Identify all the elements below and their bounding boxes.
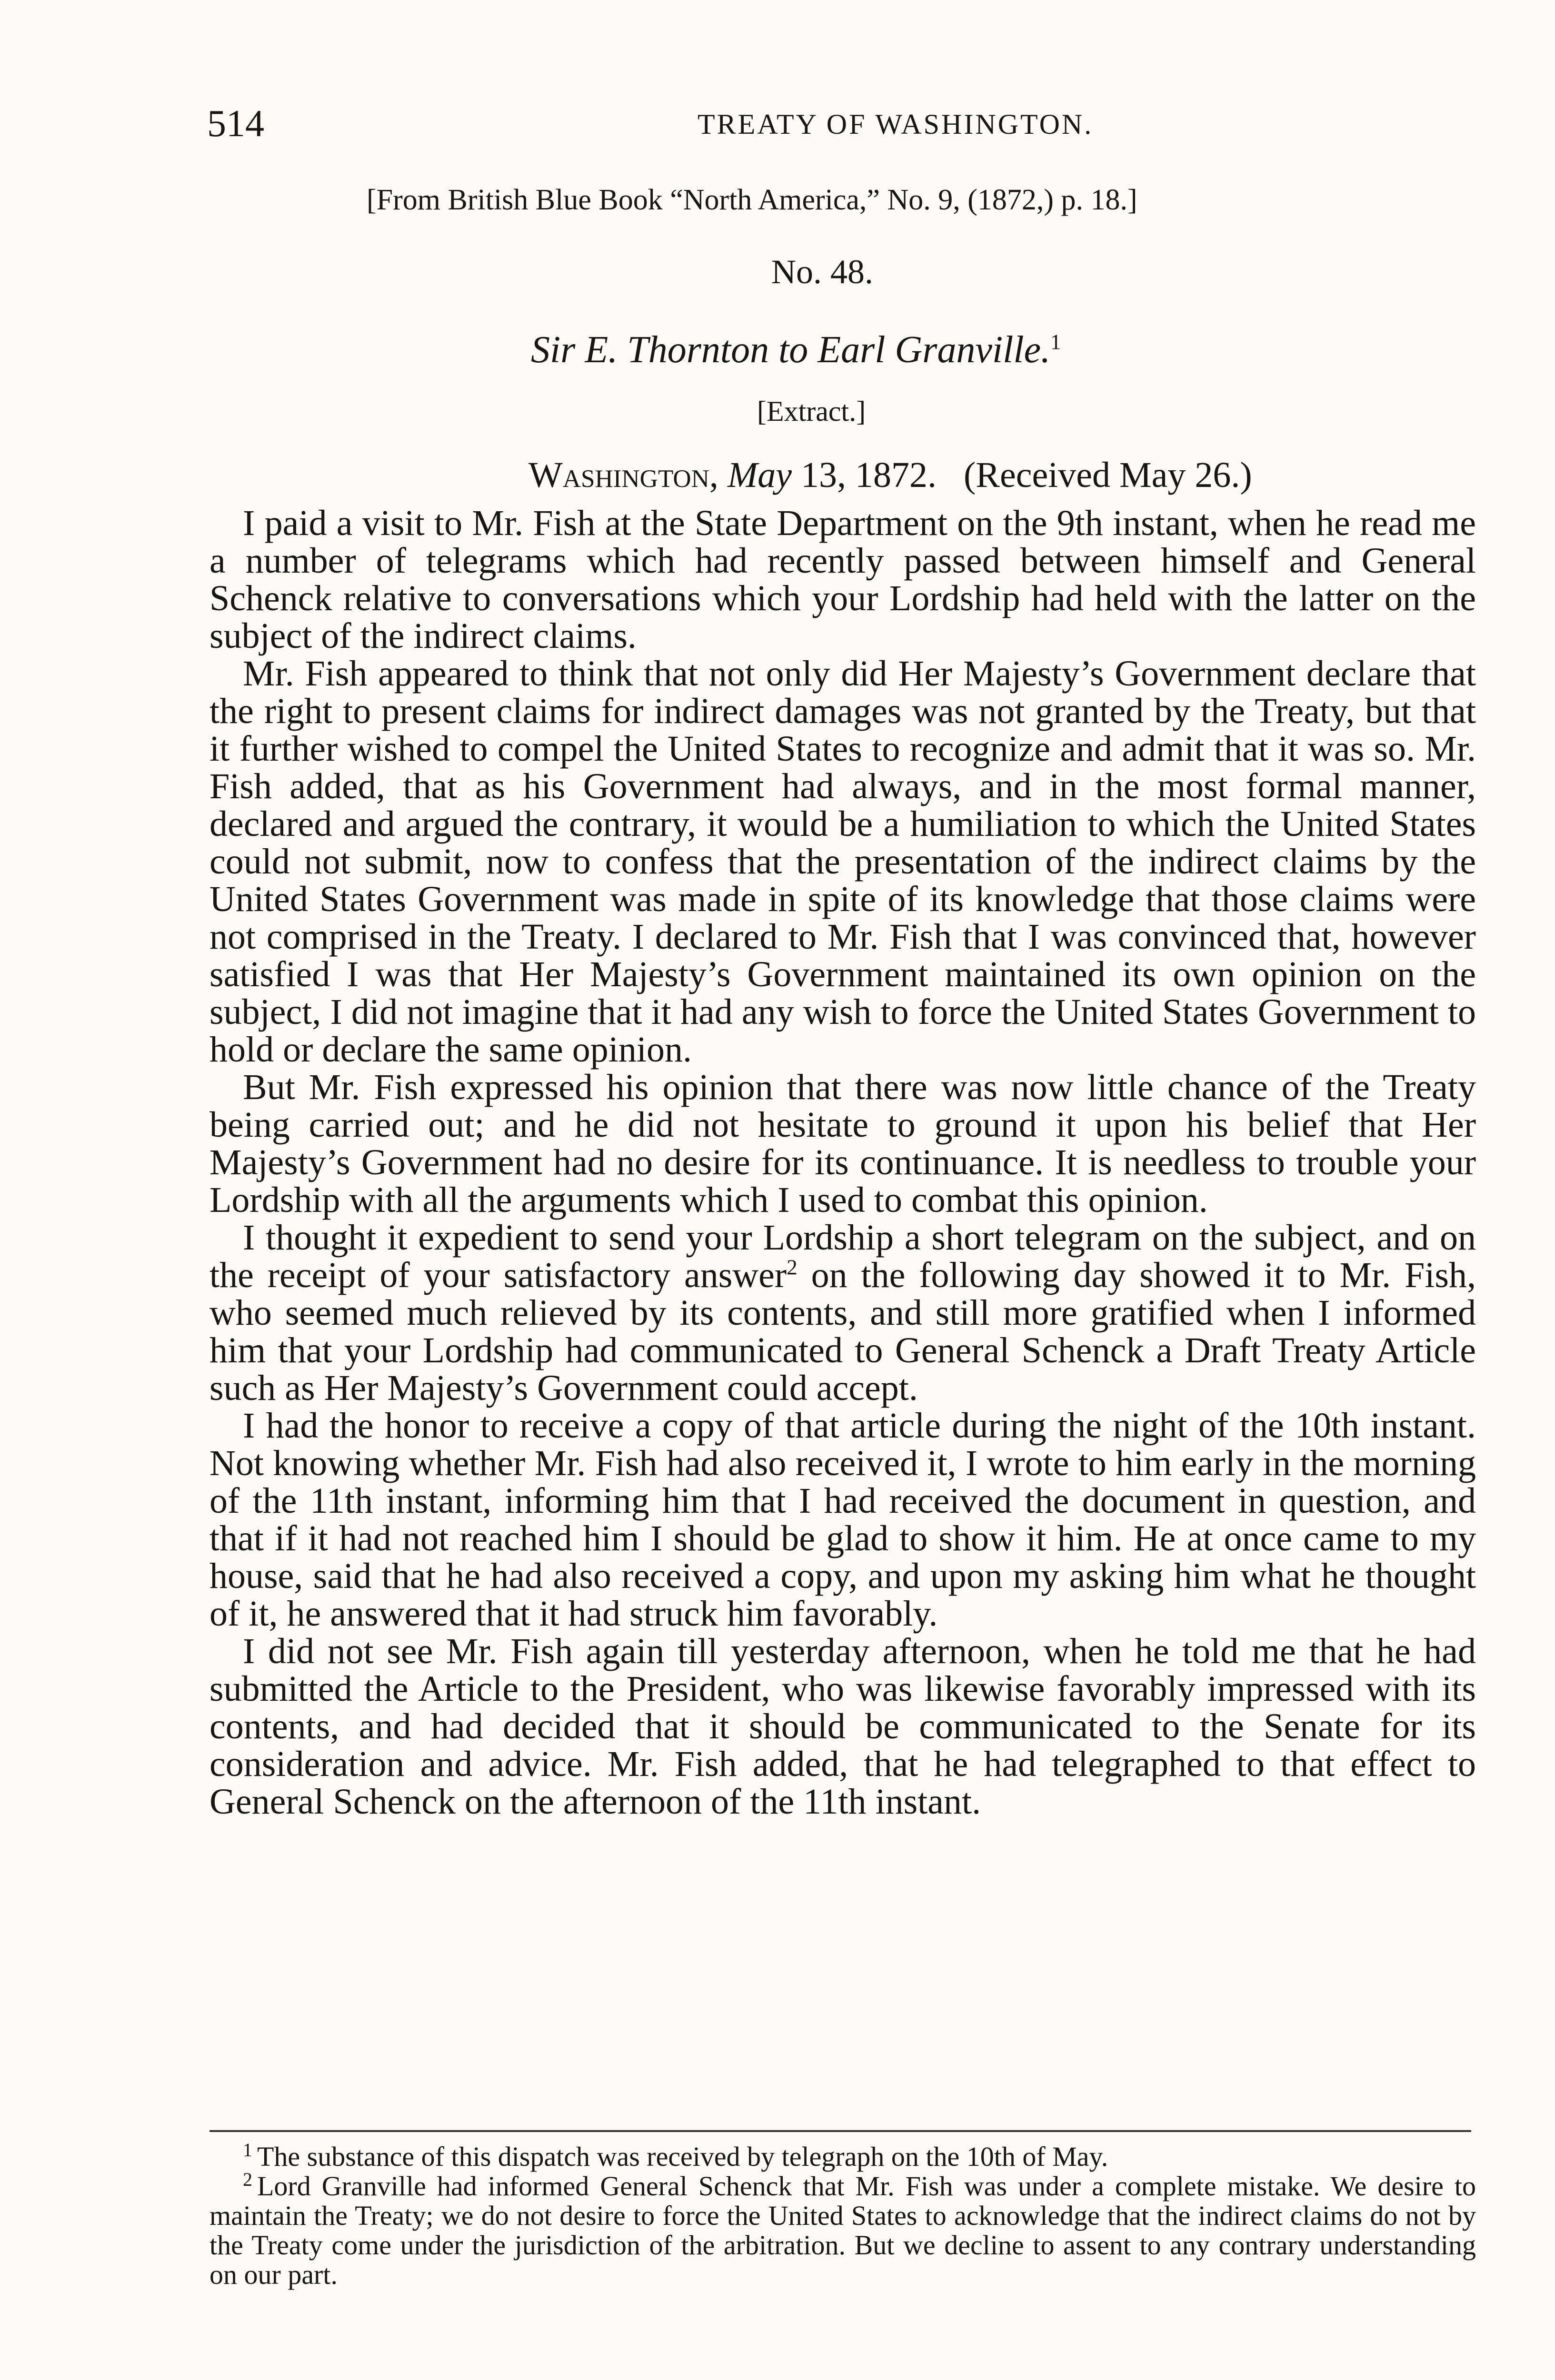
dateline-month: May (727, 455, 792, 495)
dateline-date: 13, 1872. (791, 455, 937, 495)
letter-body (209, 505, 1476, 1821)
paragraph-text: I thought it expedient to send your Lordship a short telegram on the subject, and on the receipt of your satisfactory answer (209, 1218, 1476, 1295)
running-title: TREATY OF WASHINGTON. (698, 109, 1094, 140)
footnote-ref: 2 (787, 1255, 797, 1279)
footnote-divider (209, 2130, 1471, 2132)
paragraph: I did not see Mr. Fish again till yesterday afternoon, when he told me that he had submitted the Article to the President, who was likewise favorably impressed with its contents, and had decided that it should be communicated to the Senate for its consideration and advice. Mr. Fish added, that he had telegraphed to that effect to General Schenck on the afternoon of the 11th instant. (209, 1631, 1476, 1822)
running-head (207, 102, 1474, 155)
footnotes (209, 2139, 1476, 2290)
footnote-text: The substance of this dispatch was received by telegraph on the 10th of May. (257, 2141, 1108, 2172)
extract-label: [Extract.] (757, 396, 866, 427)
dateline (528, 455, 1252, 496)
paragraph: I paid a visit to Mr. Fish at the State Department on the 9th instant, when he read me a number of telegrams which had recently passed between himself and General Schenck relative to conversations which your Lordship had held with the latter on the subject of the indirect claims. (209, 503, 1476, 656)
dateline-received: (Received May 26.) (963, 455, 1252, 495)
footnote (209, 2168, 1476, 2290)
heading-text: Sir E. Thornton to Earl Granville. (531, 329, 1051, 371)
page-number: 514 (207, 103, 264, 145)
paragraph: I had the honor to receive a copy of that article during the night of the 10th instant. Not knowing whether Mr. Fish had also received it, I wrote to him early in the morning of the 11th instant, informing him that I had received the document in question, and that if it had not reached him I should be glad to show it him. He at once came to my house, said that he had also received a copy, and upon my asking him what he thought of it, he answered that it had struck him favorably. (209, 1406, 1476, 1634)
paragraph: But Mr. Fish expressed his opinion that there was now little chance of the Treaty being carried out; and he did not hesitate to ground it upon his belief that Her Majesty’s Government had no desire for its continuance. It is needless to trouble your Lordship with all the arguments which I used to combat this opinion. (209, 1067, 1476, 1220)
document-heading (531, 328, 1061, 372)
footnote-marker: 2 (243, 2168, 252, 2190)
paragraph: Mr. Fish appeared to think that not only did Her Majesty’s Government declare that the right to present claims for indirect damages was not granted by the Treaty, but that it further wished to compel the United States to recognize and admit that it was so. Mr. Fish added, that as his Government had always, and in the most formal manner, declared and argued the contrary, it would be a humiliation to which the United States could not submit, now to confess that the presentation of the indirect claims by the United States Government was made in spite of its knowledge that those claims were not comprised in the Treaty. I declared to Mr. Fish that I was convinced that, however satisfied I was that Her Majesty’s Government maintained its own opinion on the subject, I did not imagine that it had any wish to force the United States Government to hold or declare the same opinion. (209, 654, 1476, 1070)
footnote-marker: 1 (243, 2139, 252, 2161)
document-number: No. 48. (771, 253, 873, 291)
footnote (209, 2139, 1476, 2172)
paragraph (209, 1219, 1476, 1407)
paragraph-text: on the following day showed it to Mr. Fish, who seemed much relieved by its contents, and still more gratified when I informed him that your Lordship had communicated to General Schenck a Draft Treaty Article such as Her Majesty’s Government could accept. (209, 1255, 1476, 1408)
heading-footnote-ref: 1 (1050, 330, 1061, 354)
source-note: [From British Blue Book “North America,” No. 9, (1872,) p. 18.] (367, 184, 1137, 216)
footnote-text: Lord Granville had informed General Schenck that Mr. Fish was under a complete mistake. We desire to maintain the Treaty; we do not desire to force the United States to acknowledge that the indirect claims do not by the Treaty come under the jurisdiction of the arbitration. But we decline to assent to any contrary understanding on our part. (209, 2171, 1476, 2290)
dateline-place: Washington, (528, 455, 718, 495)
